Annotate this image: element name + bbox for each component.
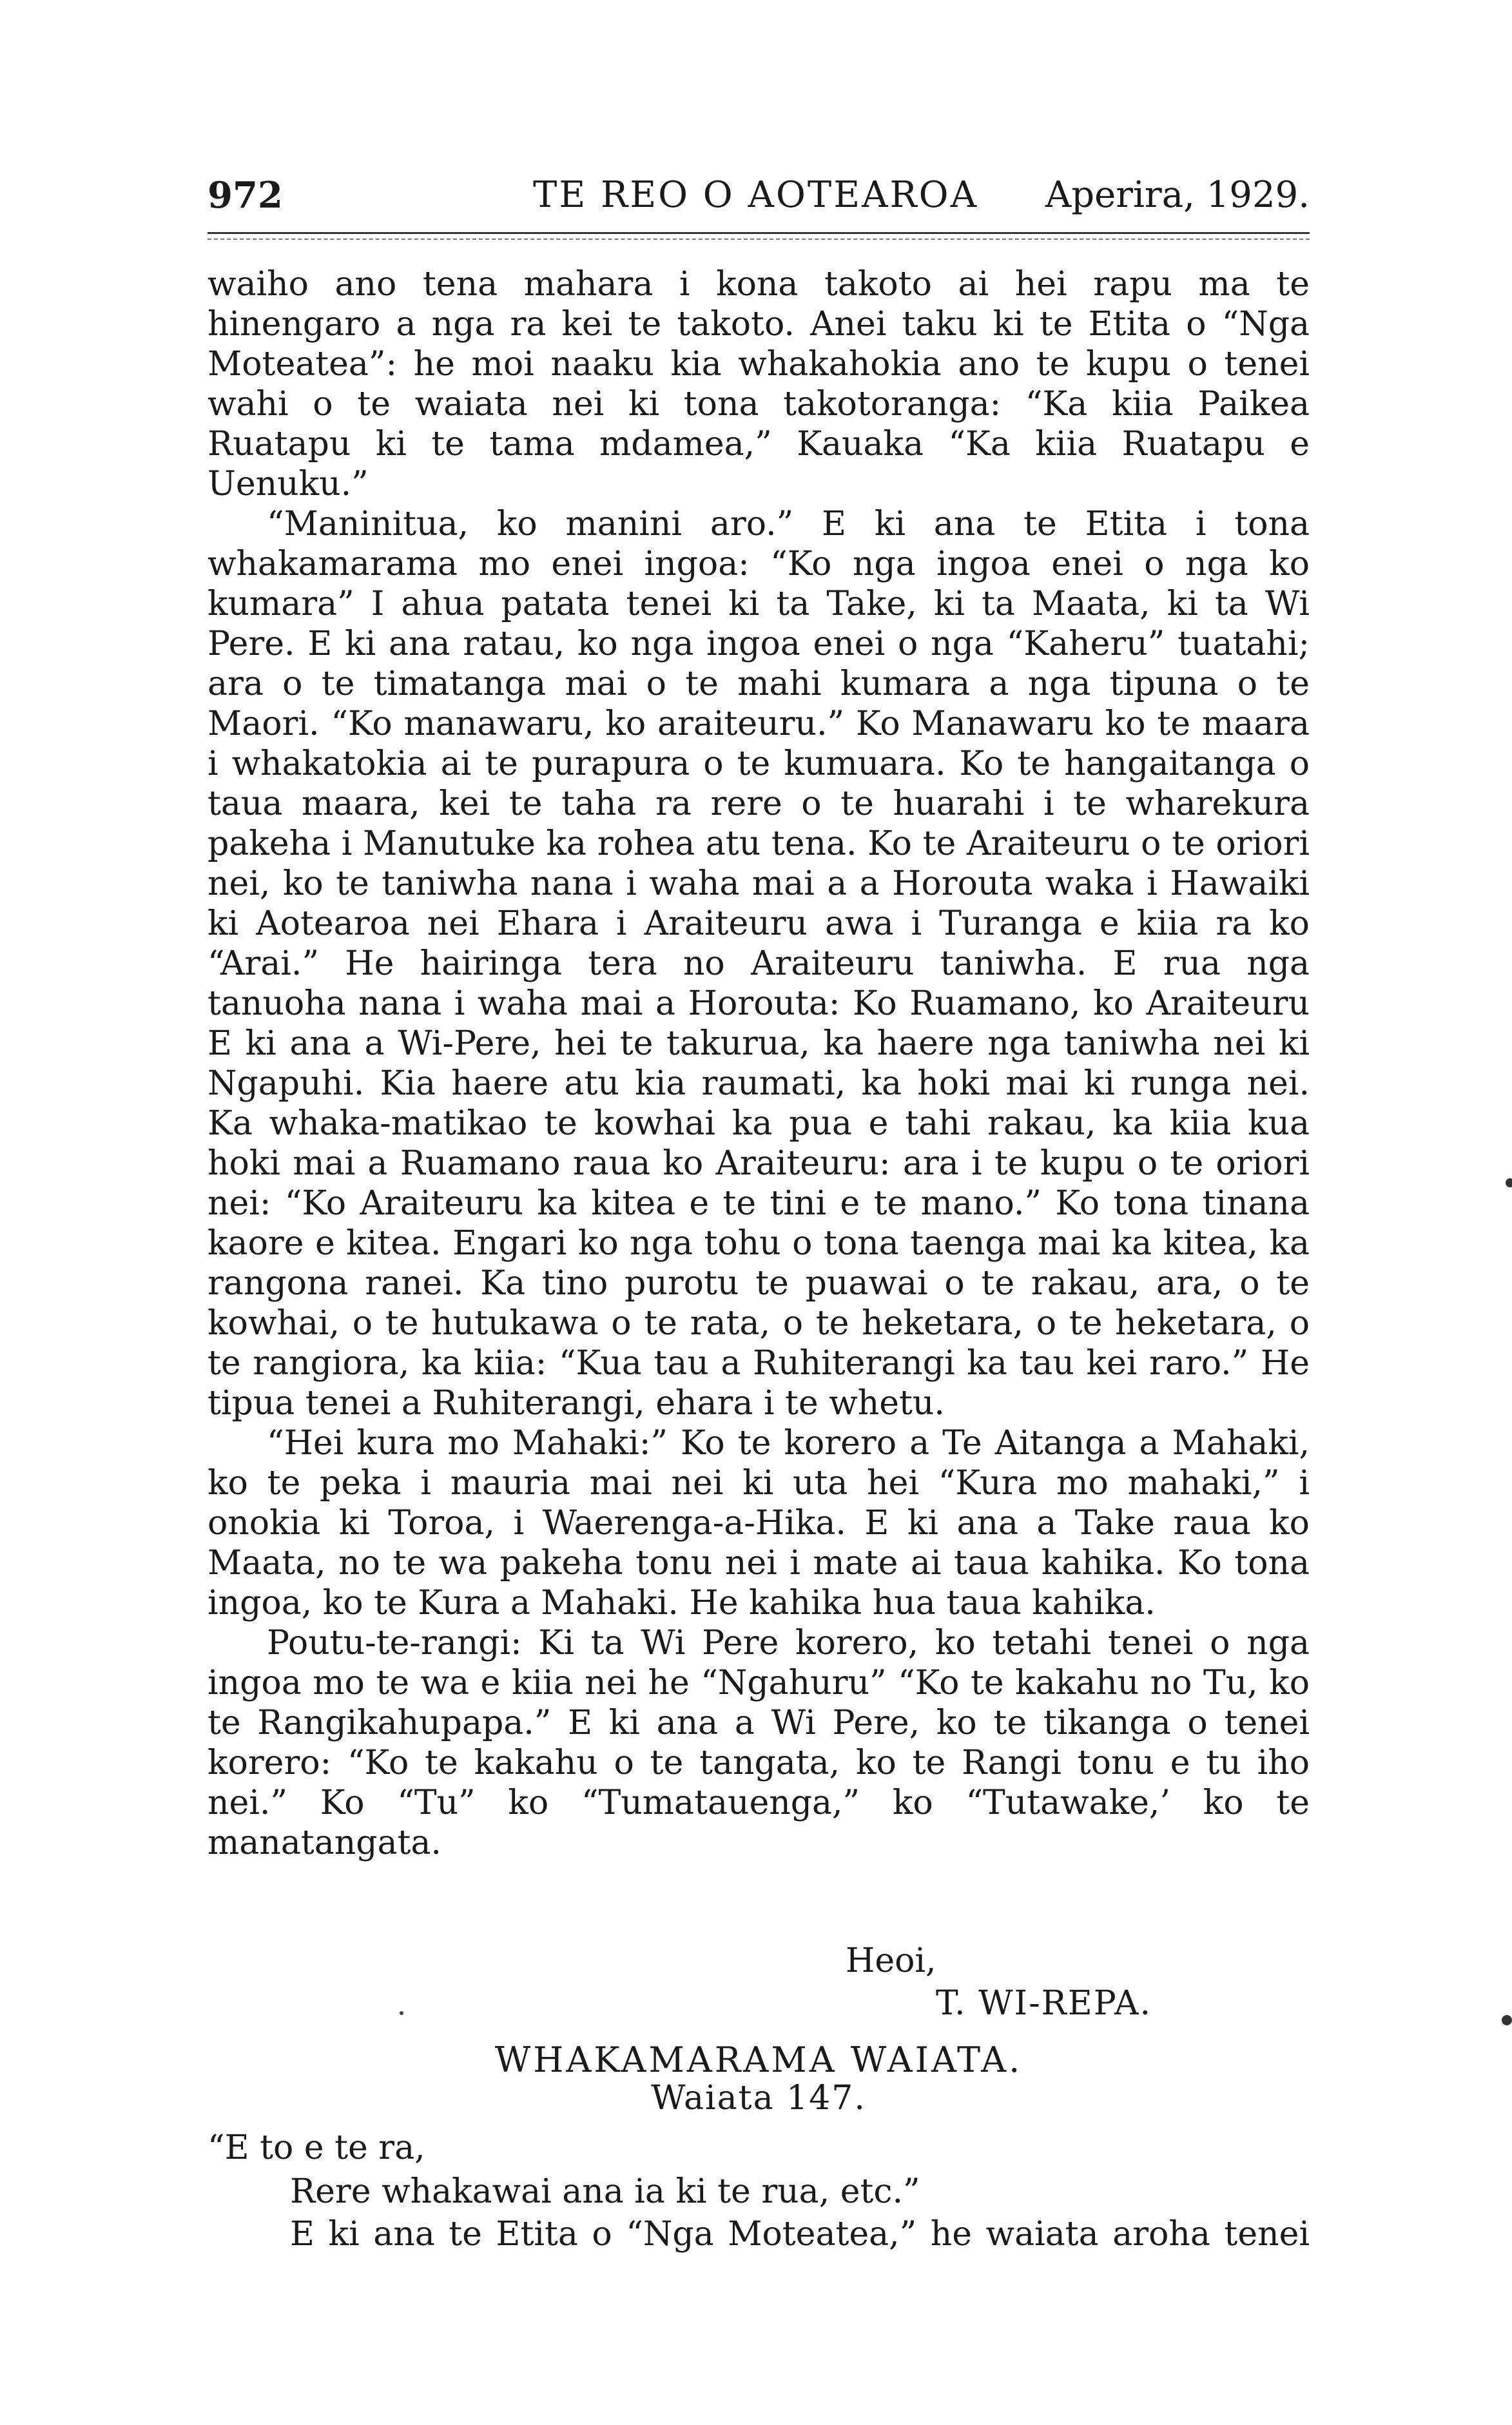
issue-date: Aperira, 1929. bbox=[1045, 174, 1310, 216]
section-subheading: Waiata 147. bbox=[651, 2079, 866, 2118]
page-header bbox=[208, 174, 1310, 226]
signoff-text: Heoi, bbox=[846, 1942, 936, 1980]
paragraph-3: “Hei kura mo Mahaki:” Ko te korero a Te Aitanga a Mahaki, ko te peka i mauria mai nei ki uta hei “Kura mo mahaki,” i onokia ki Toroa, i Waerenga-a-Hika. E ki ana a Take raua ko Maata, no te wa pakeha tonu nei i mate ai taua kahika. Ko tona ingoa, ko te Kura a Mahaki. He kahika hua taua kahika. bbox=[208, 1424, 1310, 1622]
section-heading: WHAKAMARAMA WAIATA. bbox=[494, 2040, 1023, 2080]
stray-mark bbox=[400, 2011, 403, 2015]
header-rule bbox=[208, 232, 1310, 234]
margin-mark-icon bbox=[1506, 1178, 1512, 1187]
author-name: T. WI-REPA. bbox=[936, 1984, 1152, 2023]
margin-mark-icon bbox=[1502, 2015, 1512, 2025]
closing-line: E ki ana te Etita o “Nga Moteatea,” he waiata aroha tenei bbox=[290, 2215, 1310, 2254]
article-body bbox=[208, 264, 1310, 1863]
verse-line-2: Rere whakawai ana ia ki te rua, etc.” bbox=[290, 2172, 920, 2211]
paragraph-1: waiho ano tena mahara i kona takoto ai hei rapu ma te hinengaro a nga ra kei te takoto. Anei taku ki te Etita o “Nga Moteatea”: he moi naaku kia whakahokia ano te kupu o tenei wahi o te waiata nei ki tona takotoranga: “Ka kiia Paikea Ruatapu ki te tama mdamea,” Kauaka “Ka kiia Ruatapu e Uenuku.” bbox=[208, 265, 1310, 503]
header-rule-dashed bbox=[208, 239, 1310, 240]
page-number: 972 bbox=[208, 174, 283, 217]
paragraph-4: Poutu-te-rangi: Ki ta Wi Pere korero, ko tetahi tenei o nga ingoa mo te wa e kiia nei he “Ngahuru” “Ko te kakahu no Tu, ko te Rangikahupapa.” E ki ana a Wi Pere, ko te tikanga o tenei korero: “Ko te kakahu o te tangata, ko te Rangi tonu e tu iho nei.” Ko “Tu” ko “Tumatauenga,” ko “Tutawake,’ ko te manatangata. bbox=[208, 1624, 1310, 1862]
paragraph-2: “Maninitua, ko manini aro.” E ki ana te Etita i tona whakamarama mo enei ingoa: “Ko nga ingoa enei o nga ko kumara” I ahua patata tenei ki ta Take, ki ta Maata, ki ta Wi Pere. E ki ana ratau, ko nga ingoa enei o nga “Kaheru” tuatahi; ara o te timatanga mai o te mahi kumara a nga tipuna o te Maori. “Ko manawaru, ko araiteuru.” Ko Manawaru ko te maara i whakatokia ai te purapura o te kumuara. Ko te hangaitanga o taua maara, kei te taha ra rere o te huarahi i te wharekura pakeha i Manutuke ka rohea atu tena. Ko te Araiteuru o te oriori nei, ko te taniwha nana i waha mai a a Horouta waka i Hawaiki ki Aotearoa nei Ehara i Araiteuru awa i Turanga e kiia ra ko “Arai.” He hairinga tera no Araiteuru taniwha. E rua nga tanuoha nana i waha mai a Horouta: Ko Ruamano, ko Araiteuru E ki ana a Wi-Pere, hei te takurua, ka haere nga taniwha nei ki Ngapuhi. Kia haere atu kia raumati, ka hoki mai ki runga nei. Ka whaka-matikao te kowhai ka pua e tahi rakau, ka kiia kua hoki mai a Ruamano raua ko Araiteuru: ara i te kupu o te oriori nei: “Ko Araiteuru ka kitea e te tini e te mano.” Ko tona tinana kaore e kitea. Engari ko nga tohu o tona taenga mai ka kitea, ka rangona ranei. Ka tino purotu te puawai o te rakau, ara, o te kowhai, o te hutukawa o te rata, o te heketara, o te heketara, o te rangiora, ka kiia: “Kua tau a Ruhiterangi ka tau kei raro.” He tipua tenei a Ruhiterangi, ehara i te whetu. bbox=[208, 505, 1310, 1423]
journal-title: TE REO O AOTEAROA bbox=[533, 174, 979, 216]
verse-line-1: “E to e te ra, bbox=[208, 2128, 425, 2167]
